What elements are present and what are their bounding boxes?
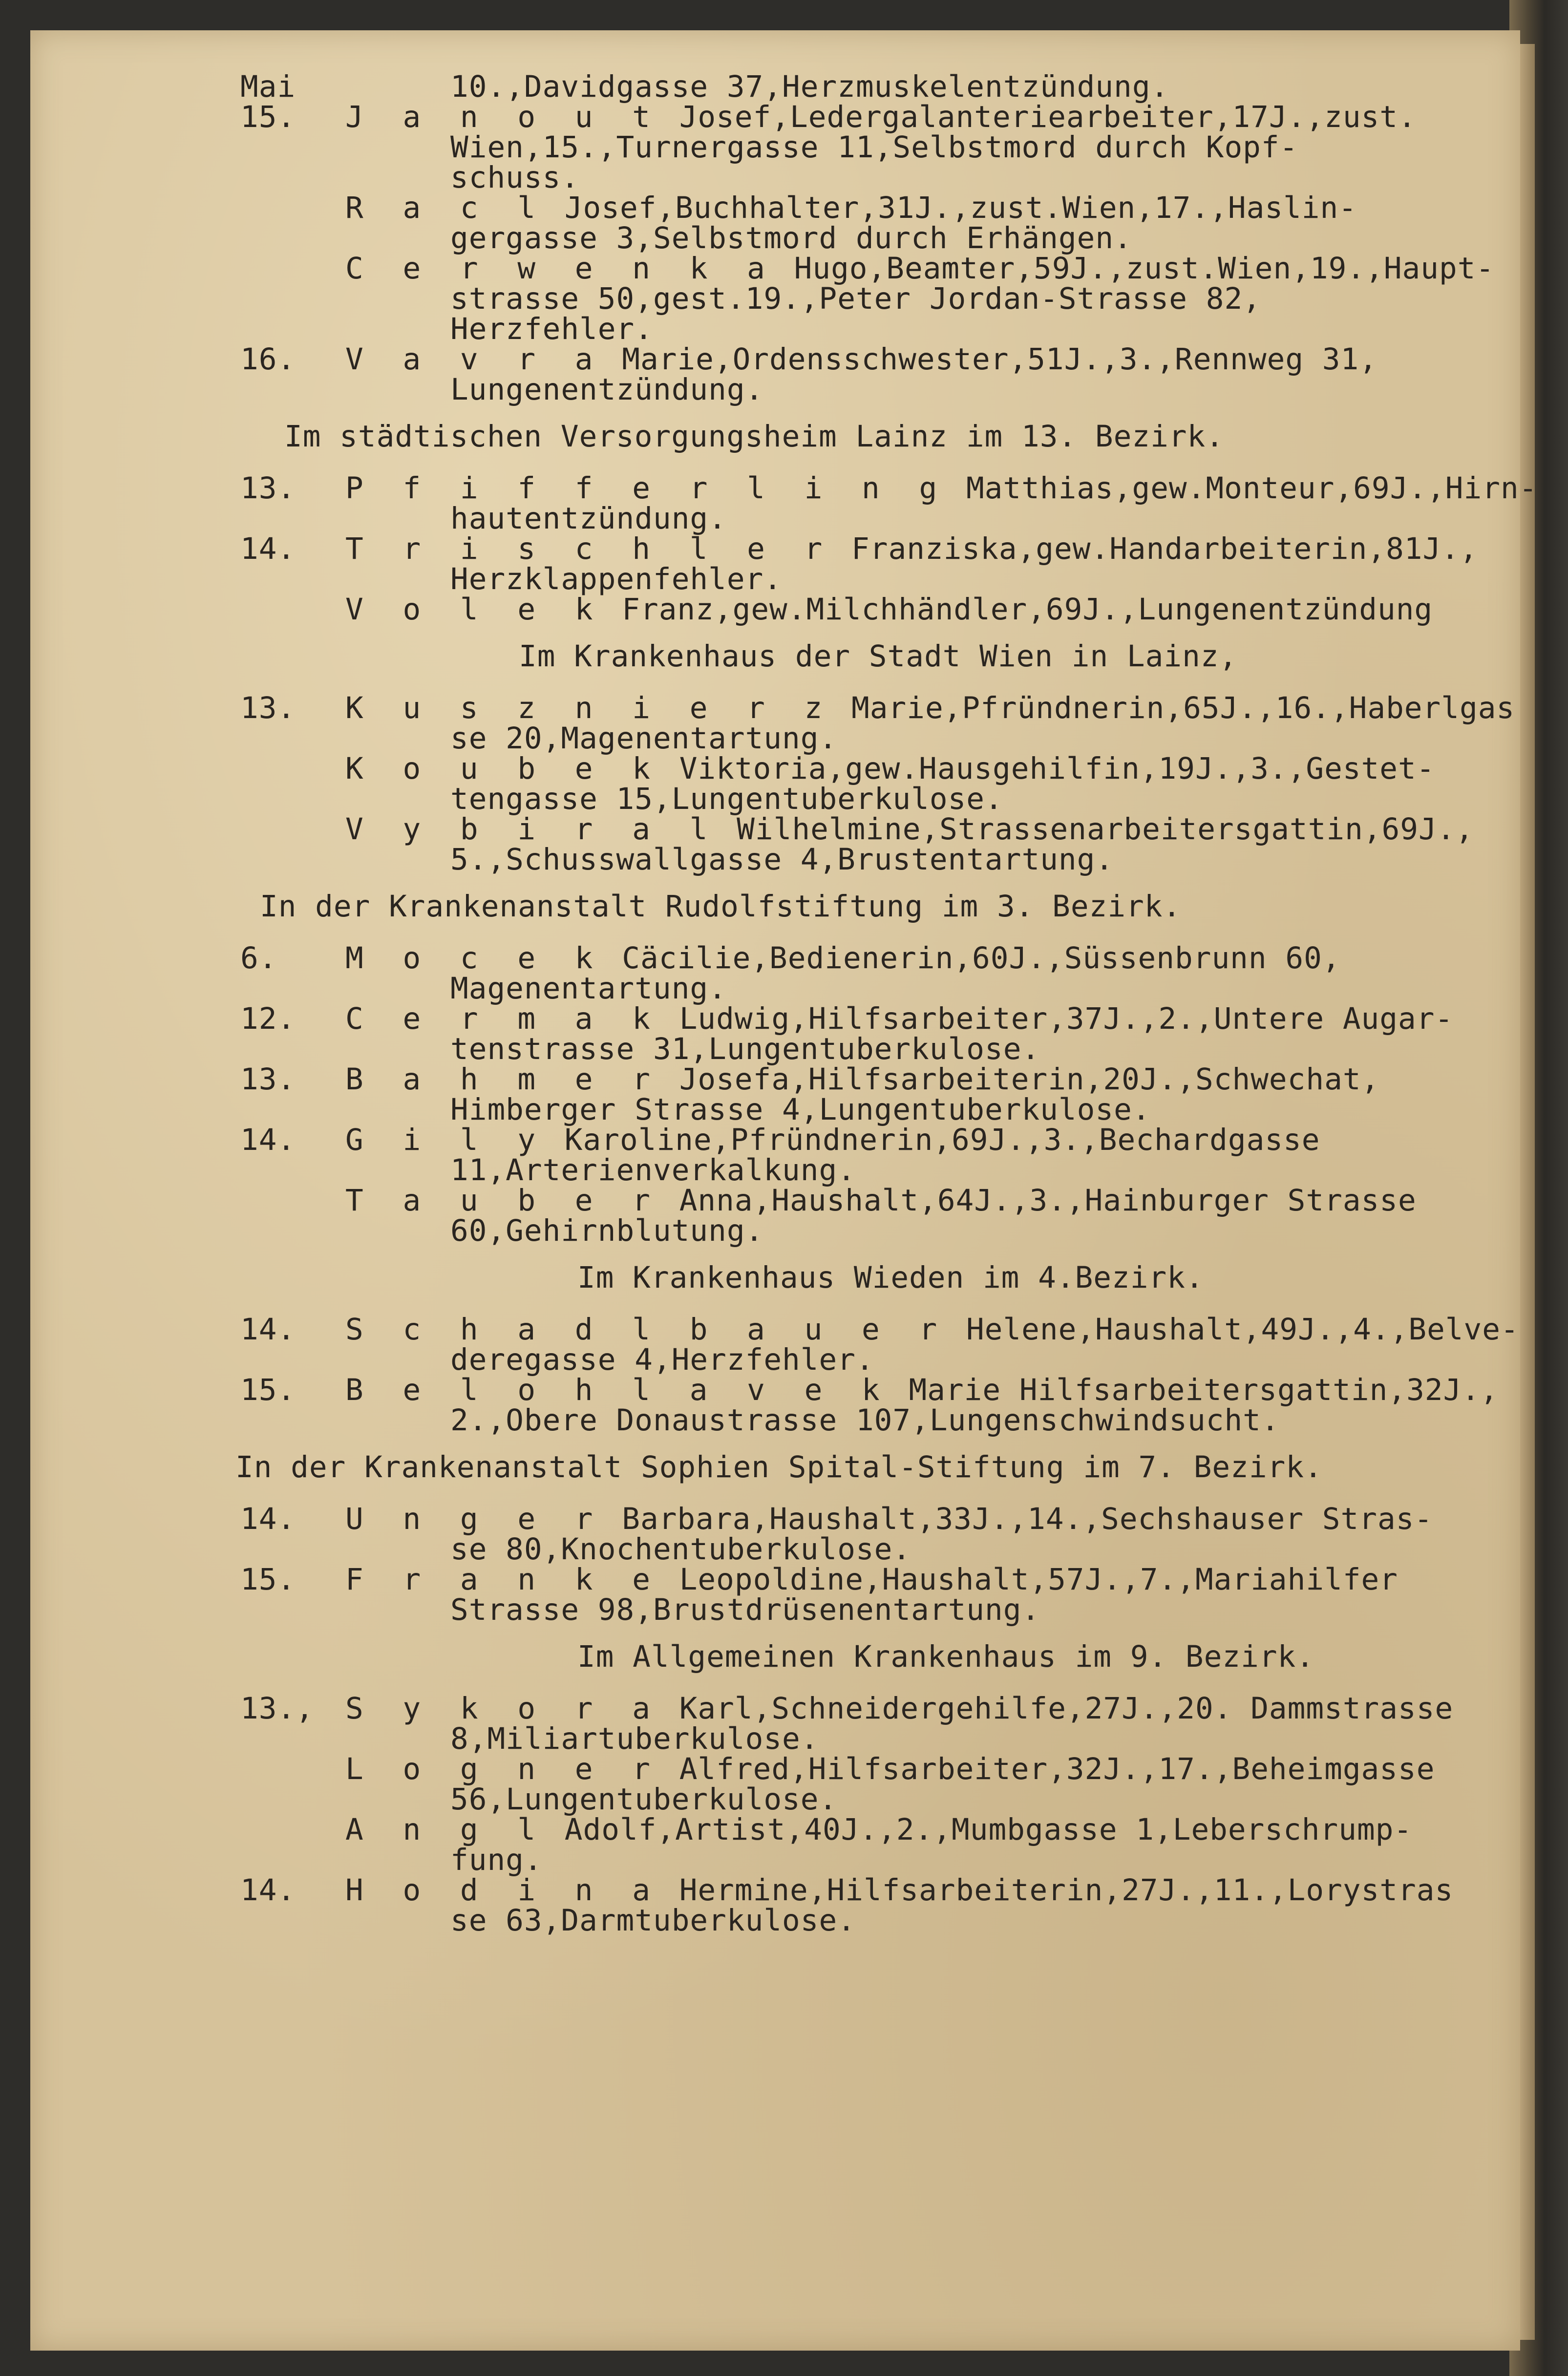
surname: M o c e k [345,941,604,976]
entry-continuation: 2.,Obere Donaustrasse 107,Lungenschwindsucht. [450,1403,1280,1438]
entry-continuation: schuss. [450,160,580,195]
surname: K o u b e k [345,751,661,786]
surname: U n g e r [345,1502,604,1536]
surname: P f i f f e r l i n g [345,471,948,506]
entry-date: 14. [240,1123,296,1157]
entry-continuation: tengasse 15,Lungentuberkulose. [450,782,1003,816]
entry-date: 13. [240,691,296,725]
entry-text: Barbara,Haushalt,33J.,14.,Sechshauser Stras- [603,1502,1433,1536]
surname: T a u b e r [345,1183,661,1218]
section-heading: Im städtischen Versorgungsheim Lainz im 13. Bezirk. [284,419,1224,454]
entry-continuation: 60,Gehirnblutung. [450,1213,764,1248]
entry-date: 16. [240,342,296,377]
entry-continuation: tenstrasse 31,Lungentuberkulose. [450,1032,1040,1066]
entry-text: Alfred,Hilfsarbeiter,32J.,17.,Beheimgasse [660,1752,1435,1786]
surname: F r a n k e [345,1562,661,1597]
next-page-edge [1520,44,1535,2340]
entry-date: 14. [240,531,296,566]
entry-date: 6. [240,941,277,976]
entry-continuation: Herzklappenfehler. [450,562,783,596]
entry-continuation: se 63,Darmtuberkulose. [450,1903,856,1938]
entry-text: Hugo,Beamter,59J.,zust.Wien,19.,Haupt- [775,251,1495,286]
entry-continuation: Wien,15.,Turnergasse 11,Selbstmord durch Kopf- [450,130,1298,165]
surname: K u s z n i e r z [345,691,833,725]
entry-text: Matthias,gew.Monteur,69J.,Hirn- [948,471,1538,506]
surname: V a v r a [345,342,604,377]
entry-text: Helene,Haushalt,49J.,4.,Belve- [948,1312,1519,1347]
entry-continuation: strasse 50,gest.19.,Peter Jordan-Strasse 82, [450,281,1261,316]
entry-date: Mai [240,69,296,104]
entry-text: Josefa,Hilfsarbeiterin,20J.,Schwechat, [660,1062,1380,1097]
document-page [30,30,1538,2351]
section-heading: In der Krankenanstalt Rudolfstiftung im 3. Bezirk. [260,889,1182,924]
entry-continuation: Strasse 98,Brustdrüsenentartung. [450,1592,1040,1627]
entry-continuation: Himberger Strasse 4,Lungentuberkulose. [450,1092,1151,1127]
entry-continuation: Lungenentzündung. [450,372,764,407]
surname: S c h a d l b a u e r [345,1312,948,1347]
entry-text: Viktoria,gew.Hausgehilfin,19J.,3.,Gestet- [660,751,1435,786]
entry-continuation: Herzfehler. [450,312,653,346]
entry-text: Franz,gew.Milchhändler,69J.,Lungenentzündung [603,592,1433,627]
entry-date: 15. [240,1562,296,1597]
section-heading: Im Krankenhaus Wieden im 4.Bezirk. [577,1260,1204,1295]
surname: C e r w e n k a [345,251,776,286]
surname: C e r m a k [345,1001,661,1036]
entry-continuation: 11,Arterienverkalkung. [450,1153,856,1188]
entry-text: Adolf,Artist,40J.,2.,Mumbgasse 1,Leberschrump- [546,1812,1413,1847]
surname: J a n o u t [345,100,661,134]
entry-text: Leopoldine,Haushalt,57J.,7.,Mariahilfer [660,1562,1398,1597]
surname: H o d i n a [345,1873,661,1908]
entry-continuation: fung. [450,1843,543,1877]
page-text [30,30,1538,2351]
entry-text: Anna,Haushalt,64J.,3.,Hainburger Strasse [660,1183,1417,1218]
entry-continuation: se 20,Magenentartung. [450,721,838,756]
entry-text: Wilhelmine,Strassenarbeitersgattin,69J., [718,812,1474,847]
surname: L o g n e r [345,1752,661,1786]
entry-continuation: Magenentartung. [450,971,727,1006]
entry-continuation: 56,Lungentuberkulose. [450,1782,838,1817]
entry-text: Marie,Ordensschwester,51J.,3.,Rennweg 31, [603,342,1377,377]
surname: V y b i r a l [345,812,719,847]
entry-text: Marie,Pfründnerin,65J.,16.,Haberlgas [833,691,1515,725]
entry-text: Karoline,Pfründnerin,69J.,3.,Bechardgasse [546,1123,1320,1157]
entry-date: 15. [240,100,296,134]
entry-continuation: 8,Miliartuberkulose. [450,1721,819,1756]
entry-text: Josef,Ledergalanteriearbeiter,17J.,zust. [660,100,1417,134]
surname: B e l o h l a v e k [345,1373,890,1407]
surname: A n g l [345,1812,547,1847]
entry-text: Hermine,Hilfsarbeiterin,27J.,11.,Lorystras [660,1873,1454,1908]
surname: V o l e k [345,592,604,627]
section-heading: In der Krankenanstalt Sophien Spital-Stiftung im 7. Bezirk. [235,1450,1323,1485]
section-heading: Im Allgemeinen Krankenhaus im 9. Bezirk. [577,1639,1315,1674]
entry-text: 10.,Davidgasse 37,Herzmuskelentzündung. [450,69,1169,104]
surname: B a h m e r [345,1062,661,1097]
entry-text: Franziska,gew.Handarbeiterin,81J., [833,531,1478,566]
entry-continuation: se 80,Knochentuberkulose. [450,1532,911,1567]
entry-date: 15. [240,1373,296,1407]
entry-date: 14. [240,1312,296,1347]
entry-text: Ludwig,Hilfsarbeiter,37J.,2.,Untere Augar- [660,1001,1454,1036]
entry-continuation: gergasse 3,Selbstmord durch Erhängen. [450,221,1132,255]
surname: T r i s c h l e r [345,531,833,566]
entry-text: Josef,Buchhalter,31J.,zust.Wien,17.,Haslin- [546,191,1357,225]
entry-text: Marie Hilfsarbeitersgattin,32J., [890,1373,1499,1407]
entry-continuation: 5.,Schusswallgasse 4,Brustentartung. [450,842,1114,877]
surname: R a c l [345,191,547,225]
entry-date: 13. [240,471,296,506]
entry-date: 14. [240,1873,296,1908]
entry-date: 13. [240,1062,296,1097]
entry-date: 14. [240,1502,296,1536]
surname: S y k o r a [345,1691,661,1726]
surname: G i l y [345,1123,547,1157]
entry-continuation: hautentzündung. [450,501,727,536]
entry-date: 13., [240,1691,314,1726]
entry-text: Cäcilie,Bedienerin,60J.,Süssenbrunn 60, [603,941,1341,976]
section-heading: Im Krankenhaus der Stadt Wien in Lainz, [519,639,1238,674]
entry-text: Karl,Schneidergehilfe,27J.,20. Dammstrasse [660,1691,1454,1726]
entry-date: 12. [240,1001,296,1036]
entry-continuation: deregasse 4,Herzfehler. [450,1342,874,1377]
